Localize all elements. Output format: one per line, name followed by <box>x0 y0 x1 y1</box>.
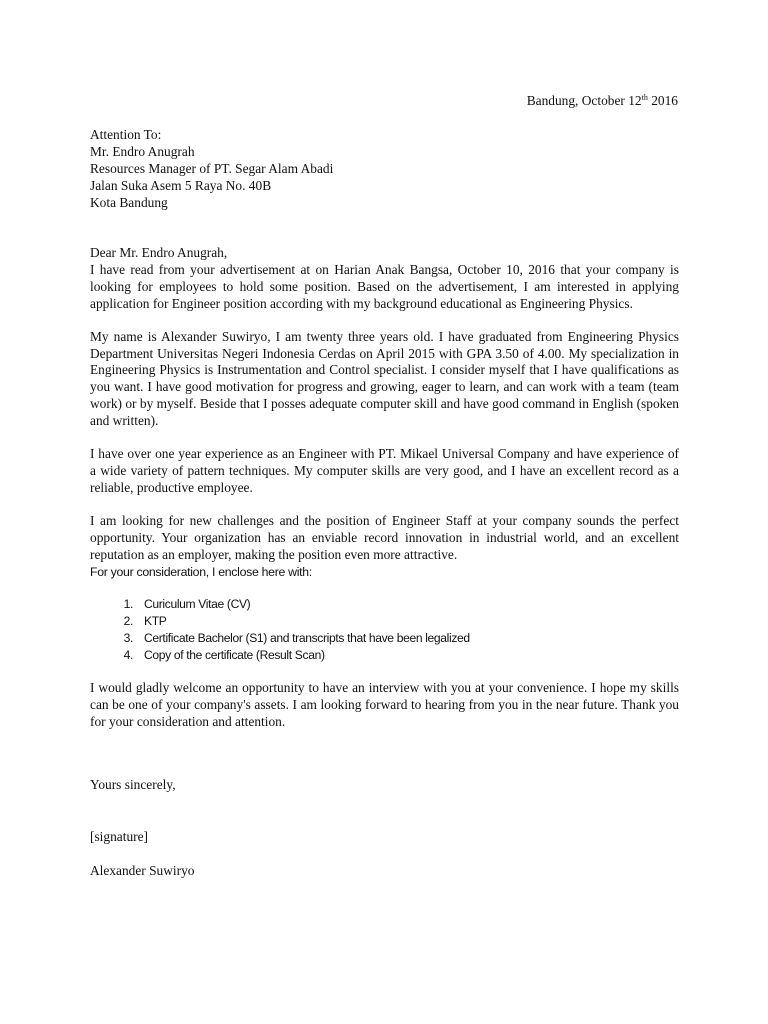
date-year: 2016 <box>647 93 678 108</box>
enclosure-item: 2. KTP <box>136 613 679 630</box>
paragraph-closing: I would gladly welcome an opportunity to have an interview with you at your convenience. I hope my skills can be one of your company's assets. I am looking forward to hearing from you in the near future. Thank you for your consideration and attention. <box>90 680 679 729</box>
date-ordinal: th <box>641 93 648 102</box>
paragraph-profile: My name is Alexander Suwiryo, I am twenty three years old. I have graduated from Engineering Physics Department Universitas Negeri Indonesia Cerdas on April 2015 with GPA 3.50 of 4.00. My specialization in Engineering Physics is Instrumentation and Control specialist. I consider myself that I have qualifications as you want. I have good motivation for progress and growing, eager to learn, and can work with a team (team work) or by myself. Beside that I posses adequate computer skill and have good command in English (spoken and written). <box>90 328 679 429</box>
recipient-street: Jalan Suka Asem 5 Raya No. 40B <box>90 177 272 193</box>
paragraph-intro: I have read from your advertisement at on Harian Anak Bangsa, October 10, 2016 that your company is looking for employees to hold some position. Based on the advertisement, I am interested in applying application for Engineer position according with my background educational as Engineering Physics. <box>90 261 679 311</box>
enclosure-intro: For your consideration, I enclose here with: <box>90 564 312 579</box>
date-prefix: Bandung, October 12 <box>526 93 642 108</box>
letter-closing <box>90 777 679 880</box>
recipient-address <box>90 127 679 212</box>
closing-phrase: Yours sincerely, <box>90 777 176 792</box>
salutation: Dear Mr. Endro Anugrah, <box>90 245 228 260</box>
enclosure-list <box>90 596 679 664</box>
letter-date <box>527 93 678 110</box>
paragraph-experience: I have over one year experience as an Engineer with PT. Mikael Universal Company and have experience of a wide variety of pattern techniques. My computer skills are very good, and I have an excellent record as a reliable, productive employee. <box>90 446 679 495</box>
recipient-position: Resources Manager of PT. Segar Alam Abadi <box>90 160 334 176</box>
enclosure-item: 3. Certificate Bachelor (S1) and transcripts that have been legalized <box>136 630 679 647</box>
enclosure-item: 4. Copy of the certificate (Result Scan) <box>136 647 679 664</box>
attention-line: Attention To: <box>90 127 162 142</box>
enclosure-item: 1. Curiculum Vitae (CV) <box>136 596 679 613</box>
signer-name: Alexander Suwiryo <box>90 862 195 878</box>
letter-body <box>90 245 679 747</box>
recipient-city: Kota Bandung <box>90 194 168 210</box>
recipient-name: Mr. Endro Anugrah <box>90 143 195 159</box>
signature-placeholder: [signature] <box>90 828 149 844</box>
paragraph-motivation: I am looking for new challenges and the position of Engineer Staff at your company sounds the perfect opportunity. Your organization has an enviable record innovation in industrial world, and an excellent reputation as an employer, making the position even more attractive. <box>90 512 679 562</box>
